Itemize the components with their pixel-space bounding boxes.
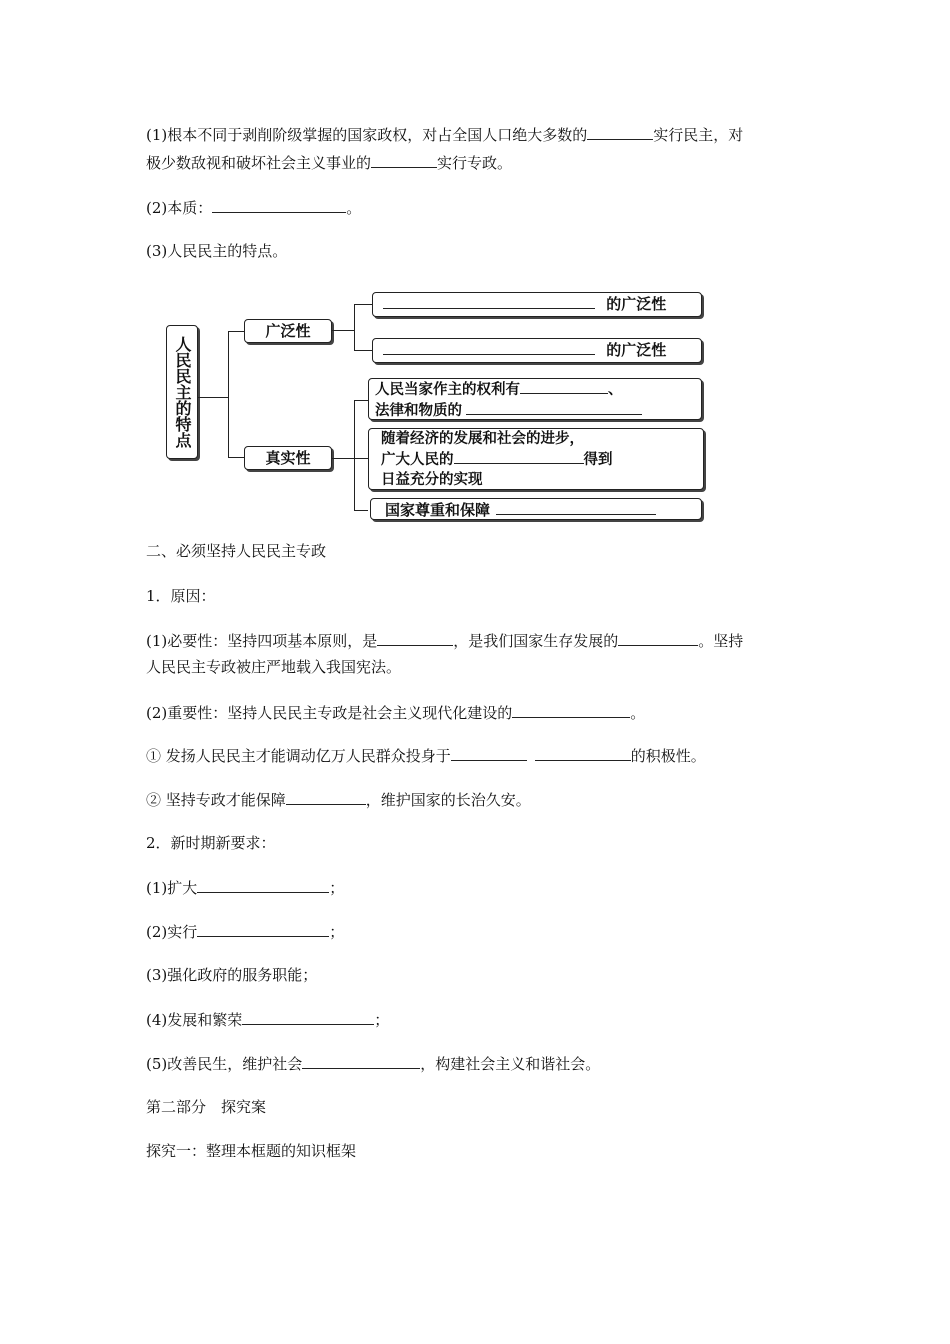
reason-2 <box>146 701 645 724</box>
blank-field[interactable] <box>535 744 631 761</box>
part2-heading <box>146 1096 266 1118</box>
intro-p1-line1 <box>146 123 743 146</box>
connector <box>354 510 368 511</box>
connector <box>228 457 244 458</box>
truth-item-2-line1: 随着经济的发展和社会的进步， <box>381 431 584 447</box>
blank-field[interactable] <box>371 151 437 168</box>
text: 。坚持 <box>698 632 744 650</box>
connector <box>354 400 368 401</box>
text: 第二部分 探究案 <box>146 1098 267 1116</box>
text: 得到 <box>583 452 613 468</box>
blank-field[interactable] <box>618 629 698 646</box>
truth-item-3-label: 国家尊重和保障 <box>385 501 491 519</box>
connector <box>354 304 355 350</box>
text: 。 <box>630 704 646 722</box>
req-1 <box>146 876 344 899</box>
text: ② 坚持专政才能保障 <box>146 791 286 809</box>
blank-field[interactable] <box>242 1008 374 1025</box>
intro-p3 <box>146 240 287 262</box>
text: ，维护国家的长治久安。 <box>365 791 531 809</box>
truth-item-2-line2 <box>381 449 703 470</box>
req-5 <box>146 1052 600 1075</box>
breadth-item-2 <box>372 338 702 363</box>
text: (3)强化政府的服务职能； <box>146 966 318 984</box>
connector <box>228 331 229 457</box>
root-box <box>166 325 198 459</box>
reason-heading <box>146 585 216 607</box>
text: 极少数敌视和破坏社会主义事业的 <box>146 154 372 172</box>
intro-p1-line2 <box>146 151 512 174</box>
text: 二、必须坚持人民民主专政 <box>146 542 327 560</box>
blank-field[interactable] <box>286 788 366 805</box>
text: ； <box>374 1011 390 1029</box>
text: (3)人民民主的特点。 <box>146 242 288 260</box>
text: (4)发展和繁荣 <box>146 1011 243 1029</box>
connector <box>228 331 244 332</box>
connector <box>332 458 354 459</box>
blank-field[interactable] <box>197 920 329 937</box>
explore-1 <box>146 1140 356 1162</box>
breadth-item-1 <box>372 292 702 317</box>
text: (1)根本不同于剥削阶级掌握的国家政权，对占全国人口绝大多数的 <box>146 126 588 144</box>
blank-field[interactable] <box>496 500 656 515</box>
text: 。 <box>346 199 362 217</box>
text: 2．新时期新要求： <box>146 834 276 852</box>
text: 人民民主专政被庄严地载入我国宪法。 <box>146 658 402 676</box>
blank-field[interactable] <box>212 196 346 213</box>
reason-1-line1 <box>146 629 743 652</box>
connector <box>354 458 368 459</box>
text: 的积极性。 <box>630 747 706 765</box>
connector <box>354 400 355 510</box>
truth-item-1-line1 <box>375 379 701 400</box>
text: 实行专政。 <box>437 154 513 172</box>
blank-field[interactable] <box>451 744 527 761</box>
text: 法律和物质的 <box>375 403 462 419</box>
blank-field[interactable] <box>383 340 595 355</box>
text: 1．原因： <box>146 587 216 605</box>
root-label: 人民民主的特点 <box>173 336 192 448</box>
req-heading <box>146 832 276 854</box>
text: (5)改善民生，维护社会 <box>146 1055 303 1073</box>
breadth-label: 广泛性 <box>265 322 311 340</box>
connector <box>332 330 354 331</box>
text: ； <box>329 879 345 897</box>
text: ； <box>329 923 345 941</box>
text: 、 <box>608 382 623 398</box>
text: 人民当家作主的权利有 <box>375 382 520 398</box>
reason-1-line2 <box>146 656 401 678</box>
section2-heading <box>146 540 326 562</box>
req-3 <box>146 964 317 986</box>
blank-field[interactable] <box>466 400 642 415</box>
breadth-item-1-label: 的广泛性 <box>606 295 667 313</box>
intro-p2 <box>146 196 361 219</box>
text: ① 发扬人民民主才能调动亿万人民群众投身于 <box>146 747 451 765</box>
blank-field[interactable] <box>520 379 608 394</box>
connector <box>354 304 372 305</box>
text: 探究一：整理本框题的知识框架 <box>146 1142 357 1160</box>
truth-item-1 <box>368 378 702 420</box>
truth-label: 真实性 <box>265 449 311 467</box>
blank-field[interactable] <box>302 1052 420 1069</box>
req-2 <box>146 920 344 943</box>
truth-item-1-line2 <box>375 400 701 421</box>
text: (2)重要性：坚持人民民主专政是社会主义现代化建设的 <box>146 704 513 722</box>
truth-item-3 <box>370 498 702 520</box>
blank-field[interactable] <box>383 294 595 309</box>
text: (1)必要性：坚持四项基本原则，是 <box>146 632 378 650</box>
text: (2)实行 <box>146 923 198 941</box>
circle-1 <box>146 744 706 767</box>
text: 实行民主，对 <box>653 126 744 144</box>
connector <box>354 350 372 351</box>
connector <box>198 397 228 398</box>
truth-item-2 <box>368 428 704 490</box>
blank-field[interactable] <box>377 629 453 646</box>
breadth-box <box>244 319 332 343</box>
blank-field[interactable] <box>197 876 329 893</box>
req-4 <box>146 1008 389 1031</box>
text: (2)本质： <box>146 199 213 217</box>
circle-2 <box>146 788 531 811</box>
blank-field[interactable] <box>512 701 630 718</box>
text: ，是我们国家生存发展的 <box>453 632 619 650</box>
blank-field[interactable] <box>587 123 653 140</box>
text: ，构建社会主义和谐社会。 <box>420 1055 601 1073</box>
blank-field[interactable] <box>454 449 584 464</box>
truth-item-2-line3: 日益充分的实现 <box>381 472 483 488</box>
truth-box <box>244 446 332 470</box>
breadth-item-2-label: 的广泛性 <box>606 341 667 359</box>
text: 广大人民的 <box>381 452 454 468</box>
text: (1)扩大 <box>146 879 198 897</box>
